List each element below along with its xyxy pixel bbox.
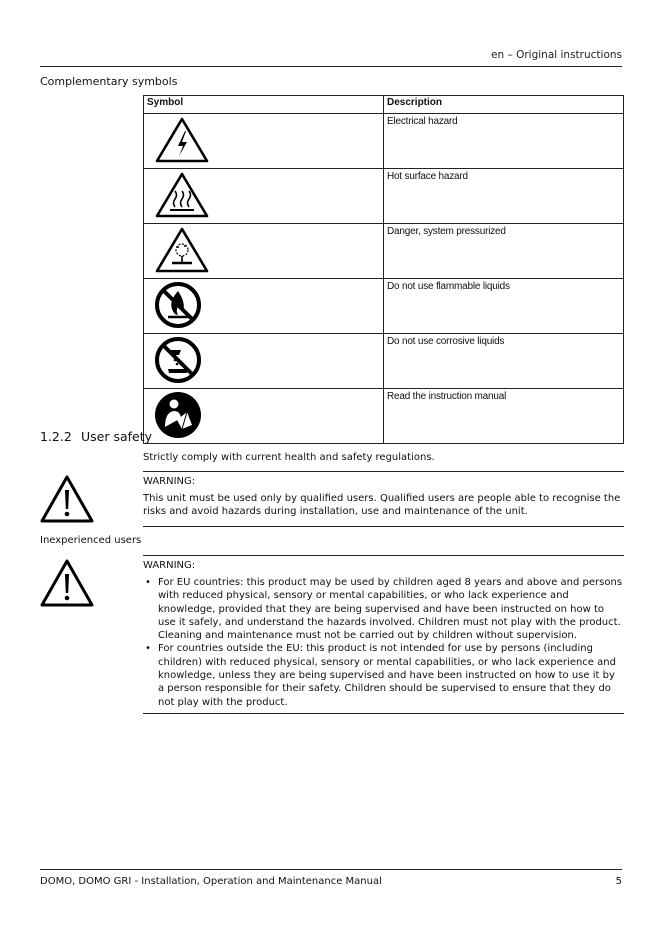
table-row [144, 279, 624, 334]
description-cell: Do not use flammable liquids [384, 279, 624, 334]
warning-bottom-rule [143, 526, 624, 527]
column-header-symbol: Symbol [144, 96, 384, 114]
description-cell: Do not use corrosive liquids [384, 334, 624, 389]
warning-bottom-rule [143, 713, 624, 714]
pressurized-system-icon [154, 226, 210, 274]
read-manual-icon [154, 391, 210, 439]
description-cell: Read the instruction manual [384, 389, 624, 444]
table-row [144, 389, 624, 444]
warning-top-rule [143, 471, 624, 472]
header-rule [40, 66, 622, 67]
column-header-description: Description [384, 96, 624, 114]
warning-label: WARNING: [143, 560, 196, 571]
warning-bullets [143, 576, 624, 709]
symbols-table [143, 95, 624, 444]
warning-top-rule [143, 555, 624, 556]
subheading: Inexperienced users [40, 535, 142, 546]
list-item: • For countries outside the EU: this product is not intended for use by persons (including children) with reduced physical, sensory or mental capabilities, or who lack experience and knowledge, unless they are being supervised and have been instructed on how to use it by a person responsible for their safety. Children should be supervised to ensure that they do not play with the product. [143, 642, 624, 708]
list-item: • For EU countries: this product may be used by children aged 8 years and above and persons with reduced physical, sensory or mental capabilities, or who lack experience and knowledge, provided that they are being supervised and have been instructed on how to use it safely, and understand the hazards involved. Children must not play with the product. Cleaning and maintenance must not be carried out by children without supervision. [143, 576, 624, 642]
section-number: 1.2.2 [40, 429, 72, 444]
footer-rule [40, 869, 622, 870]
description-cell: Hot surface hazard [384, 169, 624, 224]
warning-triangle-icon [40, 558, 96, 608]
electrical-hazard-icon [154, 116, 210, 164]
table-row [144, 114, 624, 169]
description-cell: Electrical hazard [384, 114, 624, 169]
description-cell: Danger, system pressurized [384, 224, 624, 279]
no-corrosive-liquids-icon [154, 336, 210, 384]
table-row [144, 334, 624, 389]
warning-label: WARNING: [143, 476, 196, 487]
intro-paragraph: Strictly comply with current health and safety regulations. [143, 452, 435, 463]
bullet-list [143, 576, 624, 709]
warning-text: This unit must be used only by qualified users. Qualified users are people able to recognise the risks and avoid hazards during installation, use and maintenance of the unit. [143, 493, 621, 518]
footer-title: DOMO, DOMO GRI - Installation, Operation and Maintenance Manual [40, 876, 382, 887]
hot-surface-icon [154, 171, 210, 219]
section-title: User safety [81, 429, 153, 444]
warning-triangle-icon [40, 474, 96, 524]
table-row [144, 169, 624, 224]
no-flammable-liquids-icon [154, 281, 210, 329]
section-heading [40, 429, 152, 444]
table-header-row [144, 96, 624, 114]
running-header: en – Original instructions [491, 49, 622, 61]
page-number: 5 [615, 876, 622, 887]
table-row [144, 224, 624, 279]
section-label: Complementary symbols [40, 75, 178, 88]
